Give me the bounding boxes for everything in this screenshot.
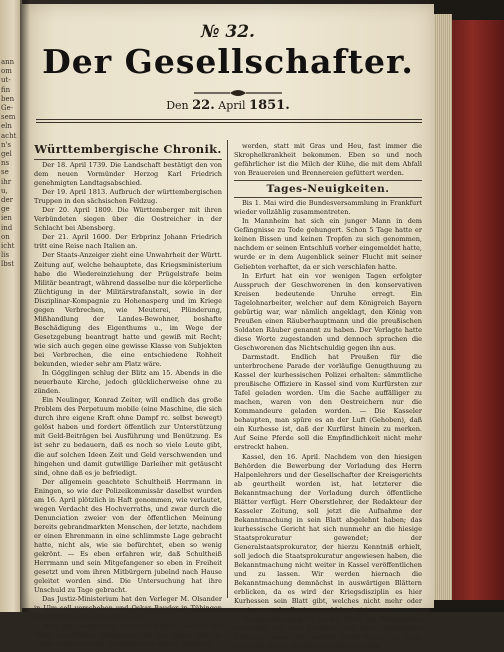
article-paragraph: Man hat beobachtet, daß die Kinder, welche die Milch von Kühen bekommen, die das ganze Jahr im Stalle stehen und mit Kartoffeln und Rüben gefüttert [34, 622, 222, 649]
previous-page-text-fragment: fin [1, 85, 11, 94]
article-paragraph: Das Justiz-Ministerium hat den Verleger M. Olsander in Ulm soll verschoben und Oskar Bauder in Tübingen zum Präsidenten ernannt werden. [34, 595, 222, 622]
article-paragraph: Der 19. April 1813. Aufbruch der württembergischen Truppen in den sächsischen Feldzug. [34, 188, 222, 206]
right-heading-rule-top [234, 180, 422, 181]
binding-shadow [20, 0, 30, 612]
article-paragraph: Der 20. April 1809. Die Württemberger mit ihren Verbündeten siegen über die Oestreicher in der Schlacht bei Abensberg. [34, 206, 222, 233]
previous-page-text-fragment: se [1, 168, 9, 177]
article-paragraph: Ein aus achtzig Jahre ist der Fürst von Wittgenstein geworden, um den Preußen nicht ihren Diplomaten fehlen zu lassen, aber endlich wurde ihm gar zu warm unter der Krone. Er hatte mit diesem Leben [234, 615, 422, 651]
previous-page-text-fragment: u, [1, 186, 8, 195]
article-paragraph: Der allgemein geachtete Schultheiß Herrmann in Eningen, so wie der Polizeikommissär daselbst wurden am 16. April plötzlich in Haft genommen, wie verlautet, wegen Verdacht des Hochverraths, und zwar durch die Denunciation zweier von der öffentlichen Meinung bereits gebrandmarkten Menschen, der letzte, nachdem er einen Ehrenmann in eine schlimmste Lage gebracht hatte, nicht als, wie sie befürchtet, eben so wenig gekrönt. — Es eben erfahren wir, daß Schultheiß Herrmann und sein Mitgefangener so eben in Freiheit gesetzt und vom ihren Mitbürgern jubelnd nach Hause geleitet worden sind. Die Untersuchung hat ihre Unschuld zu Tage gebracht. [34, 477, 222, 595]
issue-number: № 32. [201, 22, 255, 42]
previous-page-text-fragment: ien [1, 214, 12, 223]
right-column [234, 142, 422, 652]
previous-page-text-fragment: der [1, 196, 13, 204]
book-cover [452, 20, 504, 600]
header-rule-top [36, 119, 422, 120]
masthead-title: Der Gesellschafter. [42, 42, 414, 81]
article-paragraph: Der 21. April 1600. Der Erbprinz Johann Friedrich tritt eine Reise nach Italien an. [34, 233, 222, 251]
previous-page-text-fragment: lis [1, 251, 10, 260]
previous-page-text-fragment: ns [1, 159, 10, 168]
previous-page-text-fragment: lbst [1, 260, 15, 269]
previous-page-text-fragment: ind [1, 223, 13, 232]
article-paragraph: Darmstadt. Endlich hat Preußen für die unterbrochene Parade der vorläufige Genugthuung zu Kassel der kurhessischen Polizei erhalten: sämmtliche preußische Offiziere in Kassel sind vom Kurfürsten zur Tafel geladen worden. Um die Sache auffälliger zu machen, waren von den Oestreichern nur die Kommandeure geladen worden. — Die Kasseler behaupten, man spüre es an der Luft (Gehoben), daß ein Kurhesse ist, daß der Kurfürst hinein zu merken. Auf Seine Pferde soll die Empfindlichkeit nicht mehr erstreckt haben. [234, 352, 422, 452]
date-prefix: Den [166, 99, 189, 112]
date-month: April [218, 99, 246, 112]
article-paragraph: In Mannheim hat sich ein junger Mann in dem Gefängnisse zu Tode gehungert. Schon 5 Tage hatte er keinen Bissen und keinen Tropfen zu sich genommen, nachdem er seinen Entschluß vorher eingemeldet hatte, wurde er in dem Augenblick seiner Flucht mit seiner Geliebten verhaftet, da er sich verschlafen hatte. [234, 217, 422, 271]
previous-page-text-fragment: icht [1, 242, 15, 250]
ornament-divider [192, 88, 284, 98]
article-paragraph: Der Staats-Anzeiger zieht eine Unwahrheit der Württ. Zeitung auf, welche behauptete, das Kriegsministerium habe die Wiedereinziehung der Prügelstrafe beim Militär beantragt, während dasselbe nur die körperliche Züchtigung in der Militärstrafanstalt, sowie in der Disziplinar-Kompagnie zu Hohenasperg und im Kriege gegen Verbrechen, wie Meuterei, Plünderung, Mißhandlung der Landes-Bewohner, boshafte Beschädigung des Eigenthums u., im Wege der Gesetzgebung beantragt hatte und gewiß mit Recht; wie sich auch gegen eine gewisse Klasse von Subjekten bei Verbrechen, die eine entschiedene Rohheit bekunden, wieder sehr am Platz wäre. [34, 251, 222, 369]
newspaper-page [22, 4, 434, 651]
previous-page-text-fragment: on [1, 232, 10, 241]
issue-date [22, 98, 434, 113]
date-year: 1851. [249, 98, 290, 113]
previous-page-text-fragment: acht [1, 131, 17, 140]
left-column-heading: Württembergische Chronik. [34, 142, 222, 156]
column-separator [227, 140, 228, 598]
article-paragraph: In Erfurt hat ein vor wenigen Tagen erfolgter Ausspruch der Geschworenen in den konservativen Kreisen bedeutende Unruhe erregt. Ein Tagelohnarbeiter, welcher auf dem Königreich Bayern gebürtig war, war nämlich angeklagt, den König von Preußen einen Räuberhauptmann und die preußischen Soldaten Räuber genannt zu haben. Der Verlagte hatte diese Worte zugestanden und dennoch sprachen die Geschworenen das Nichtschuldig gegen ihn aus. [234, 271, 422, 352]
background-bottom [430, 600, 504, 612]
right-heading-rule-bottom [234, 197, 422, 198]
previous-page-text-fragment: eln [1, 122, 12, 131]
previous-page-text-fragment: sem [1, 113, 16, 122]
article-paragraph: Der 18. April 1739. Die Landschaft bestätigt den von dem neuen Vormünder Herzog Karl Friedrich genehmigten Landtagsabschied. [34, 161, 222, 188]
header-rule-bottom [36, 122, 422, 123]
previous-page-text-fragment: gel [1, 150, 12, 158]
previous-page-text-fragment: ann [1, 58, 15, 66]
right-column-heading: Tages-Neuigkeiten. [266, 183, 390, 196]
left-column [34, 142, 222, 650]
previous-page-text-fragment: ihr [1, 177, 12, 186]
previous-page-edge [0, 0, 22, 612]
previous-page-text-fragment: ben [1, 94, 15, 103]
article-paragraph: In Gögglingen schlug der Blitz am 15. Abends in die neuerbaute Kirche, jedoch glücklicherweise ohne zu zünden. [34, 369, 222, 396]
left-heading-rule [34, 159, 222, 160]
previous-page-text-fragment: n's [1, 140, 12, 149]
previous-page-text-fragment: Ge- [1, 104, 14, 112]
previous-page-text-fragment: om [1, 67, 12, 76]
book-page-edges [434, 14, 452, 602]
article-paragraph: Ein Neulinger, Konrad Zeiter, will endlich das große Problem des Perpetuum mobile (eine Maschine, die sich durch ihre eigene Kraft ohne Dampf rc. selbst bewegt) gelöst haben und fordert öffentlich zur Unterstützung mit Geld-Beiträgen bei Ausführung und Benützung. Es ist sehr zu bedauern, daß es noch so viele Leute gibt, die auf solchen Ideen Zeit und Geld verschwenden und hingehen und damit gutwillige Darleiher mit getäuscht sind, ohne daß es je befriedigt. [34, 396, 222, 477]
date-day: 22. [192, 98, 215, 113]
right-column-intro: werden, statt mit Gras und Heu, fast immer die Skrophelkrankheit bekommen. Eben so und noch gefährlicher ist die Milch der Kühe, die mit dem Abfall von Brauereien und Brennereien gefüttert werden. [234, 142, 422, 178]
article-paragraph: Bis 1. Mai wird die Bundesversammlung in Frankfurt wieder vollzählig zusammentreten. [234, 199, 422, 217]
previous-page-text-fragment: ge [1, 205, 10, 214]
previous-page-text-fragment: ut- [1, 76, 11, 85]
article-paragraph: Kassel, den 16. April. Nachdem von den hiesigen Behörden die Bewerbung der Vorladung des Herrn Halpenlehrers und der Gesellschafter der Kreisgerichts ab geurtheilt worden ist, hat letzterer die Bekanntmachung der Vorladung durch öffentliche Blätter verfügt. Herr Oberstlehrer, der Redakteur der Kasseler Zeitung, soll jetzt die Aufnahme der Bekanntmachung in sein Blatt abgelehnt haben; das kurhessische Gericht hat sich nunmehr an die hiesige Staatsprokuratur gewendet; der Generalstaatsprokurator, der hierzu Kenntniß erhielt, soll jedoch die Staatsprokuratur angewiesen haben, die Bekanntmachung nicht weiter in Kassel veröffentlichen und zu lassen. Wir werden hiernach die Bekanntmachung demnächst in auswärtigen Blättern erblicken, da es wird der Kriegsdisziplin es hier Kurhessen sein Blatt gibt, welches nicht mehr oder weniger von der Regierung abhängig ist. [234, 452, 422, 615]
